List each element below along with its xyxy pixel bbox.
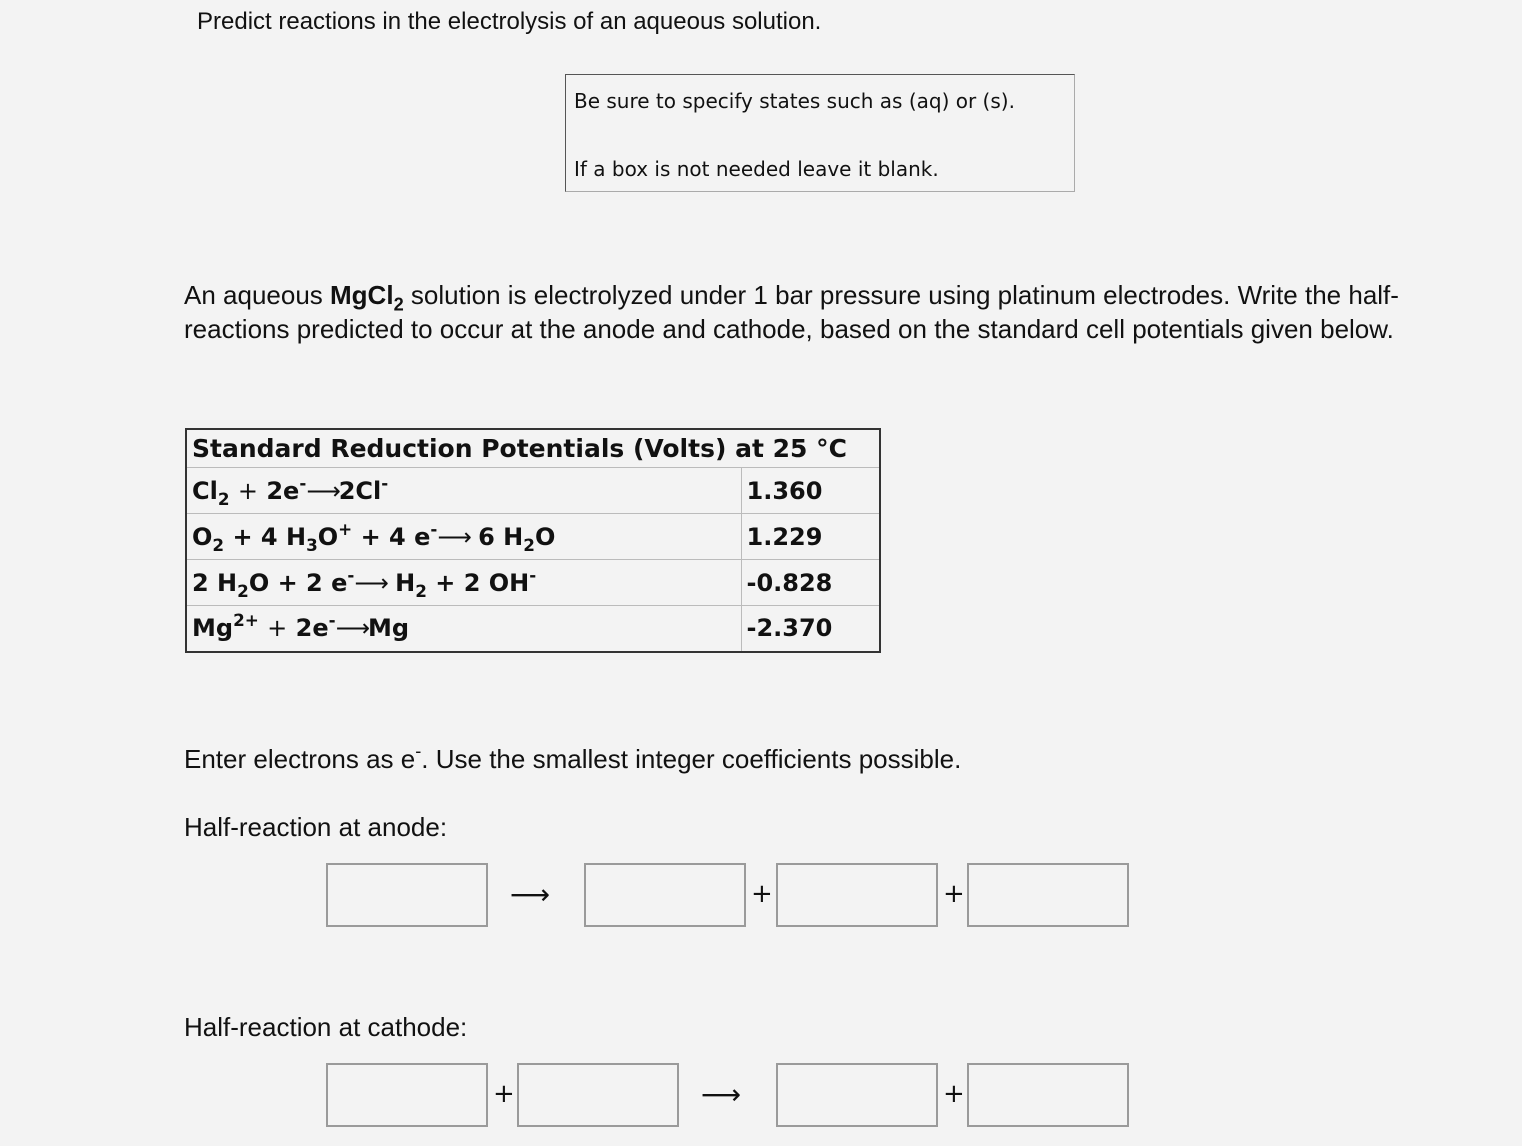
table-row: [186, 468, 880, 514]
reaction-cl2: $Cl_2$ + 2e-⟶2Cl-: [186, 468, 741, 514]
plus-sign: +: [943, 1079, 965, 1109]
cathode-reactant-input-1[interactable]: [326, 1063, 488, 1127]
reaction-arrow-icon: ⟶: [510, 878, 548, 911]
table-row: [186, 514, 880, 560]
potential-value: 1.360: [741, 468, 880, 514]
table-header: Standard Reduction Potentials (Volts) at 25 °C: [192, 434, 847, 463]
cathode-reactant-input-2[interactable]: [517, 1063, 679, 1127]
table-row: [186, 606, 880, 652]
problem-text-1: An aqueous: [184, 280, 331, 310]
entry-instructions: Enter electrons as e-. Use the smallest integer coefficients possible.: [184, 741, 962, 774]
reduction-potentials-table: [185, 428, 881, 653]
page-title: Predict reactions in the electrolysis of an aqueous solution.: [197, 8, 822, 35]
reaction-arrow-icon: ⟶: [701, 1078, 739, 1111]
potential-value: -2.370: [741, 606, 880, 652]
anode-product-input-1[interactable]: [584, 863, 746, 927]
cathode-product-input-1[interactable]: [776, 1063, 938, 1127]
reaction-mg: $Mg^{2+}$ + 2e-⟶Mg: [186, 606, 741, 652]
table-row: [186, 560, 880, 606]
plus-sign: +: [943, 879, 965, 909]
anode-reactant-input[interactable]: [326, 863, 488, 927]
anode-label: Half-reaction at anode:: [184, 812, 448, 842]
anode-product-input-3[interactable]: [967, 863, 1129, 927]
notice-blank: If a box is not needed leave it blank.: [574, 157, 939, 181]
plus-sign: +: [751, 879, 773, 909]
cathode-label: Half-reaction at cathode:: [184, 1012, 468, 1042]
reaction-h2o: 2 $H_2O + 2$ e-⟶ $H_2 + 2$ OH-: [186, 560, 741, 606]
potential-value: -0.828: [741, 560, 880, 606]
plus-sign: +: [493, 1079, 515, 1109]
potential-value: 1.229: [741, 514, 880, 560]
instructions-notice: [565, 74, 1075, 192]
problem-text-2: solution is electrolyzed under 1 bar pressure using platinum electrodes. Write the half-reactions predicted to occur at the anode and cathode, based on the standard cell potentials given below.: [184, 280, 1399, 344]
compound-formula: MgCl$_2$: [330, 280, 404, 315]
notice-states: Be sure to specify states such as (aq) or (s).: [574, 89, 1015, 113]
table-header-row: [186, 429, 880, 468]
anode-product-input-2[interactable]: [776, 863, 938, 927]
reaction-o2: $O_2 + 4$ $H_3O^+ + 4$ e-⟶ 6 $H_2O$: [186, 514, 741, 560]
cathode-product-input-2[interactable]: [967, 1063, 1129, 1127]
problem-statement: [184, 278, 1454, 346]
